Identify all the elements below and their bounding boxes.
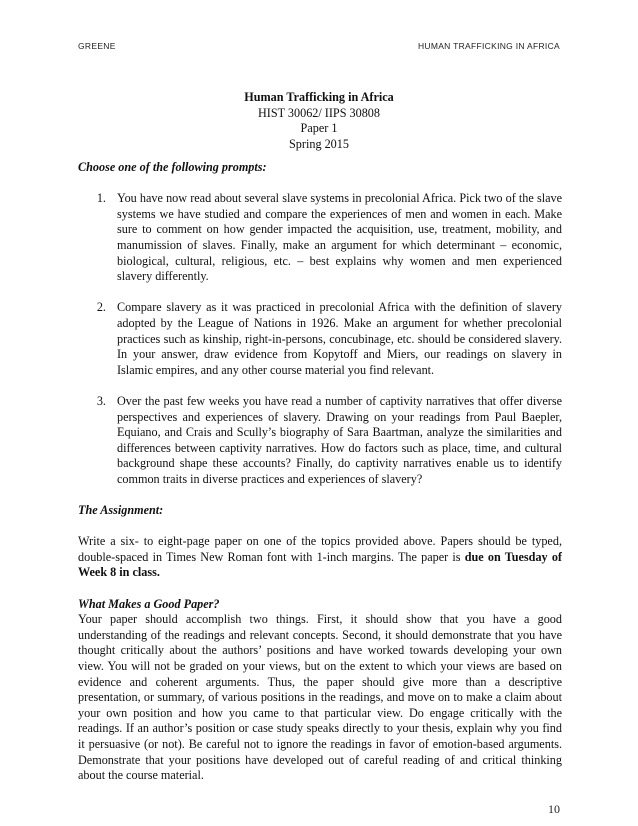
good-paper-paragraph: Your paper should accomplish two things. First, it should show that you have a good understanding of the readings and relevant concepts. Second, it should demonstrate that you have thought critically about the authors’ positions and have worked towards developing your own view. You will not be graded on your views, but on the extent to which your views are based on evidence and coherent arguments. Thus, the paper should give more than a descriptive presentation, or summary, of various positions in the readings, and move on to make a claim about your own position and how you came to that particular view. Do engage critically with the readings. If an author’s position or case study speaks directly to your thesis, explain why you find it persuasive (or not). Be careful not to ignore the readings in favor of emotion-based arguments. Demonstrate that your positions have developed out of careful reading of and critical thinking about the course material. <box>78 612 562 783</box>
running-header <box>78 41 560 51</box>
prompts-list <box>78 191 562 487</box>
course-number: HIST 30062/ IIPS 30808 <box>258 105 380 120</box>
prompt-item: 3. Over the past few weeks you have read a number of captivity narratives that offer diverse perspectives and experiences of slavery. Drawing on your readings from Paul Baepler, Equiano, and Crais and Scully’s biography of Sara Baartman, analyze the similarities and differences between captivity narratives. How do factors such as place, time, and cultural background shape these accounts? Finally, do captivity narratives enable us to identify common traits in diverse practices and experiences of slavery? <box>109 394 562 488</box>
prompt-item: 1. You have now read about several slave systems in precolonial Africa. Pick two of the slave systems we have studied and compare the experiences of men and women in each. Make sure to comment on how gender impacted the acquisition, use, treatment, mobility, and manumission of slaves. Finally, make an argument for which determinant – economic, biological, cultural, religious, etc. – best explains why women and men experienced slavery differently. <box>109 191 562 285</box>
good-paper-heading: What Makes a Good Paper? <box>78 596 220 611</box>
prompt-item: 2. Compare slavery as it was practiced in precolonial Africa with the definition of slavery adopted by the League of Nations in 1926. Make an argument for whether precolonial practices such as kinship, right-in-persons, concubinage, etc. should be considered slavery. In your answer, draw evidence from Kopytoff and Miers, our readings on slavery in Islamic empires, and any other course material you find relevant. <box>109 300 562 378</box>
assignment-text: Write a six- to eight-page paper on one of the topics provided above. Papers should be typed, double-spaced in Times New Roman font with 1-inch margins. The paper is <box>78 534 562 564</box>
due-date-text: due on Tuesday of Week 8 in class. <box>78 549 562 580</box>
document-body <box>78 160 562 784</box>
header-title: HUMAN TRAFFICKING IN AFRICA <box>417 41 560 51</box>
document-title: Human Trafficking in Africa <box>244 90 394 104</box>
header-author: GREENE <box>78 41 116 51</box>
page-number: 10 <box>548 802 560 816</box>
paper-number: Paper 1 <box>300 121 338 136</box>
assignment-paragraph <box>78 534 562 581</box>
assignment-heading: The Assignment: <box>78 503 164 518</box>
term: Spring 2015 <box>289 136 349 151</box>
title-block <box>0 90 638 152</box>
prompts-heading: Choose one of the following prompts: <box>78 160 267 174</box>
